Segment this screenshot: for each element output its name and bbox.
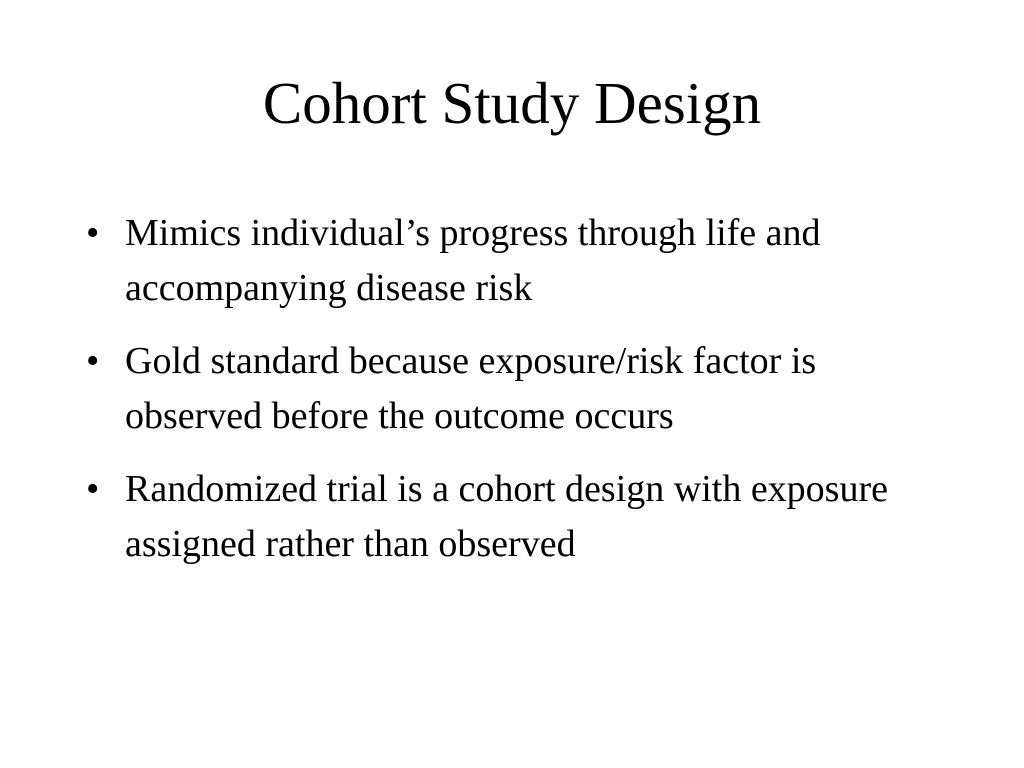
bullet-item [86,462,946,572]
bullet-item [86,334,946,444]
bullet-text: Gold standard because exposure/risk factor is observed before the outcome occurs [125,340,817,437]
bullet-text: Randomized trial is a cohort design with exposure assigned rather than observed [125,468,888,565]
bullet-text: Mimics individual’s progress through life and accompanying disease risk [125,212,821,309]
bullet-list [86,206,946,590]
slide-title: Cohort Study Design [262,70,762,136]
bullet-marker: • [86,468,100,510]
bullet-marker: • [86,340,100,382]
bullet-item [86,206,946,316]
bullet-marker: • [86,212,100,254]
